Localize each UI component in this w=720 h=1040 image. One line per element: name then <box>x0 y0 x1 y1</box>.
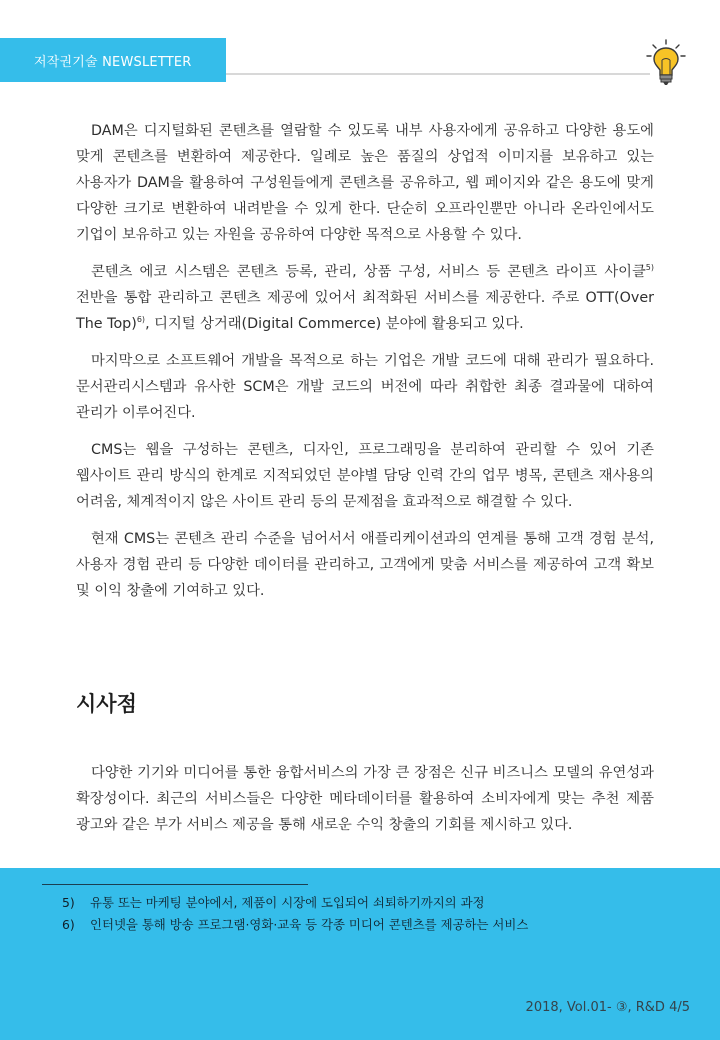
body-paragraph: CMS는 웹을 구성하는 콘텐츠, 디자인, 프로그래밍을 분리하여 관리할 수 있어 기존 웹사이트 관리 방식의 한계로 지적되었던 분야별 담당 인력 간의 업무 병목, 콘텐츠 재사용의 어려움, 체계적이지 않은 사이트 관리 등의 문제점을 효과적으로 해결할 수 있다. <box>76 442 654 510</box>
footnote-divider <box>42 884 308 885</box>
footnote-item <box>62 914 662 936</box>
body-paragraph <box>76 259 654 337</box>
paragraph-text: 콘텐츠 에코 시스템은 콘텐츠 등록, 관리, 상품 구성, 서비스 등 콘텐츠 라이프 사이클 <box>91 264 646 280</box>
footnote-number: 6) <box>62 917 75 932</box>
footnote-text: 유통 또는 마케팅 분야에서, 제품이 시장에 도입되어 쇠퇴하기까지의 과정 <box>90 895 485 910</box>
footnote-text: 인터넷을 통해 방송 프로그램·영화·교육 등 각종 미디어 콘텐츠를 제공하는 서비스 <box>90 917 529 932</box>
section-paragraph: 다양한 기기와 미디어를 통한 융합서비스의 가장 큰 장점은 신규 비즈니스 모델의 유연성과 확장성이다. 최근의 서비스들은 다양한 메타데이터를 활용하여 소비자에게 맞는 추천 제품 광고와 같은 부가 서비스 제공을 통해 새로운 수익 창출의 기회를 제시하고 있다. <box>76 765 654 833</box>
footnote-number: 5) <box>62 895 75 910</box>
lightbulb-icon <box>644 38 688 88</box>
body-paragraph: 현재 CMS는 콘텐츠 관리 수준을 넘어서서 애플리케이션과의 연계를 통해 고객 경험 분석, 사용자 경험 관리 등 다양한 데이터를 관리하고, 고객에게 맞춤 서비스를 제공하여 고객 확보 및 이익 창출에 기여하고 있다. <box>76 531 654 599</box>
article-body <box>76 118 654 615</box>
section-heading: 시사점 <box>76 692 137 716</box>
header-divider <box>226 73 650 75</box>
footnote-ref-5: 5) <box>645 263 654 273</box>
footnote-ref-6: 6) <box>136 315 146 325</box>
newsletter-title: 저작권기술 NEWSLETTER <box>34 54 192 70</box>
paragraph-text: 전반을 통합 관리하고 콘텐츠 제공에 있어서 최적화된 서비스를 제공한다. 주로 OTT(Over The Top) <box>76 290 654 332</box>
page-info: 2018, Vol.01- ③, R&D 4/5 <box>525 1000 690 1015</box>
footnotes <box>62 892 662 936</box>
body-paragraph: DAM은 디지털화된 콘텐츠를 열람할 수 있도록 내부 사용자에게 공유하고 다양한 용도에 맞게 콘텐츠를 변환하여 제공한다. 일례로 높은 품질의 상업적 이미지를 보유하고 있는 사용자가 DAM을 활용하여 구성원들에게 콘텐츠를 공유하고, 웹 페이지와 같은 용도에 맞게 다양한 크기로 변환하여 내려받을 수 있게 한다. 단순히 오프라인뿐만 아니라 온라인에서도 기업이 보유하고 있는 자원을 공유하여 다양한 목적으로 사용할 수 있다. <box>76 123 654 243</box>
body-paragraph: 마지막으로 소프트웨어 개발을 목적으로 하는 기업은 개발 코드에 대해 관리가 필요하다. 문서관리시스템과 유사한 SCM은 개발 코드의 버전에 따라 취합한 최종 결과물에 대하여 관리가 이루어진다. <box>76 353 654 421</box>
section-body <box>76 760 654 849</box>
newsletter-title-tab <box>0 38 226 82</box>
footnote-item <box>62 892 662 914</box>
footer-band <box>0 868 720 1040</box>
paragraph-text: , 디지털 상거래(Digital Commerce) 분야에 활용되고 있다. <box>145 316 524 332</box>
